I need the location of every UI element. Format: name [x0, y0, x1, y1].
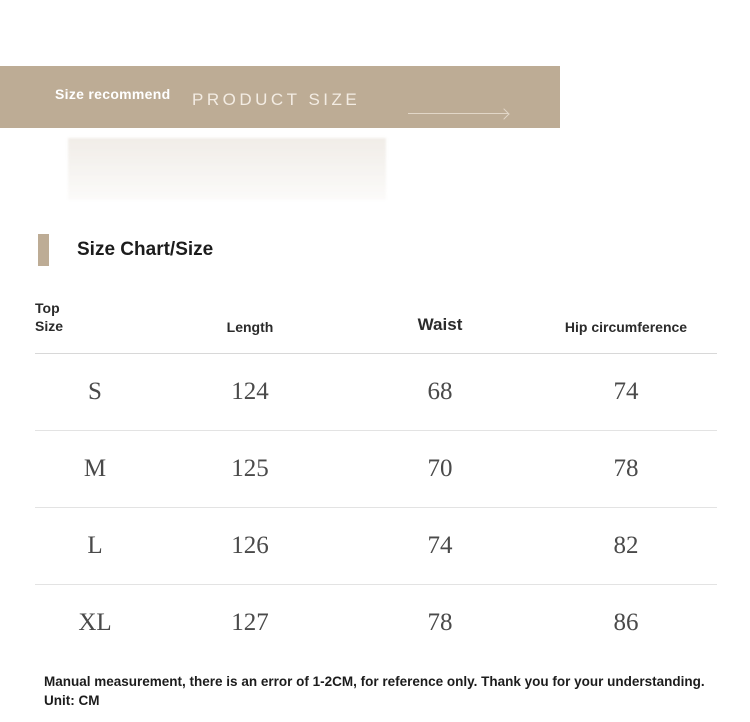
- cell-length: 127: [231, 609, 269, 636]
- decorative-shadow-block: [68, 138, 386, 200]
- cell-waist: 70: [345, 431, 535, 508]
- cell-waist: 68: [345, 354, 535, 431]
- column-header-size: [35, 300, 155, 354]
- cell-hip: 78: [535, 431, 717, 508]
- banner-title: PRODUCT SIZE: [192, 90, 361, 109]
- table-header: [35, 300, 717, 354]
- column-header-size-line2: Size: [35, 317, 64, 334]
- banner-divider-line: [408, 113, 508, 114]
- table-header-row: [35, 300, 717, 354]
- cell-size: M: [35, 431, 155, 508]
- cell-length: 124: [155, 354, 345, 431]
- accent-bar: [38, 234, 49, 266]
- cell-length: 125: [155, 431, 345, 508]
- table-row: [35, 431, 717, 508]
- cell-length: 126: [155, 508, 345, 585]
- size-chart-table: [35, 300, 717, 661]
- column-header-length: Length: [226, 319, 274, 335]
- cell-size: S: [35, 354, 155, 431]
- table-row: [35, 354, 717, 431]
- column-header-size-line1: Top: [35, 300, 60, 316]
- banner-small-label: Size recommend: [55, 86, 171, 102]
- cell-size: L: [35, 508, 155, 585]
- table-body: [35, 354, 717, 662]
- cell-size: XL: [78, 609, 112, 636]
- column-header-hip: Hip circumference: [564, 319, 688, 335]
- product-size-banner: [0, 66, 560, 128]
- table-row: [35, 508, 717, 585]
- column-header-waist: Waist: [417, 315, 463, 334]
- cell-waist: 78: [427, 609, 453, 636]
- cell-hip: 86: [613, 609, 639, 636]
- measurement-disclaimer: Manual measurement, there is an error of 1-2CM, for reference only. Thank you for your understanding. Unit: CM: [44, 674, 705, 709]
- cell-waist: 74: [345, 508, 535, 585]
- section-header: [38, 234, 213, 266]
- chevron-right-icon: [500, 108, 510, 118]
- table-row: [35, 585, 717, 662]
- page-title: Size Chart/Size: [77, 239, 214, 260]
- cell-hip: 74: [535, 354, 717, 431]
- cell-hip: 82: [535, 508, 717, 585]
